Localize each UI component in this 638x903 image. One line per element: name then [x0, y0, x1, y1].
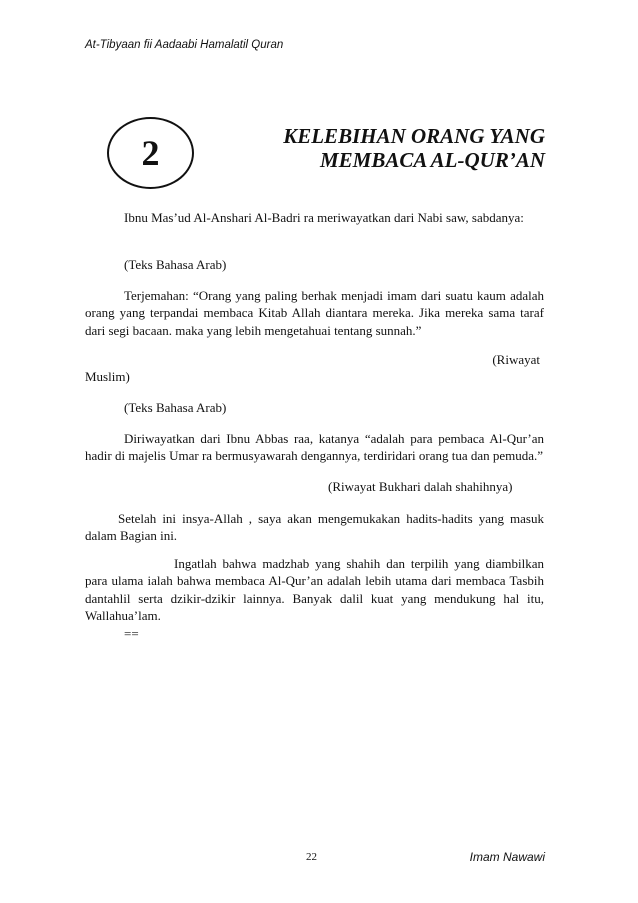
- chapter-title-line-2: MEMBACA AL-QUR’AN: [319, 148, 545, 172]
- paragraph-5: Ingatlah bahwa madzhab yang shahih dan terpilih yang diambilkan para ulama ialah bahwa membaca Al-Qur’an adalah lebih utama dari membaca Tasbih dantahlil serta dzikir-dzikir lainnya. Banyak dalil kuat yang mendukung hal itu, Wallahua’lam.: [85, 556, 544, 624]
- chapter-title: [215, 124, 545, 172]
- end-mark: ==: [124, 626, 139, 641]
- citation-riwayat: (Riwayat: [492, 352, 540, 367]
- running-header: At-Tibyaan fii Aadaabi Hamalatil Quran: [85, 39, 284, 51]
- arabic-text-placeholder-1: (Teks Bahasa Arab): [124, 257, 227, 272]
- citation-bukhari: (Riwayat Bukhari dalah shahihnya): [328, 479, 513, 494]
- chapter-title-line-1: KELEBIHAN ORANG YANG: [283, 124, 545, 148]
- paragraph-1: Ibnu Mas’ud Al-Anshari Al-Badri ra meriwayatkan dari Nabi saw, sabdanya:: [124, 210, 524, 225]
- page-number: 22: [306, 851, 317, 863]
- paragraph-2-translation: Terjemahan: “Orang yang paling berhak menjadi imam dari suatu kaum adalah orang yang terpandai membaca Kitab Allah diantara mereka. Jika mereka sama taraf dari segi bacaan. maka yang lebih mengetahuai tentang sunnah.”: [85, 288, 544, 338]
- paragraph-4: Setelah ini insya-Allah , saya akan mengemukakan hadits-hadits yang masuk dalam Bagian ini.: [85, 511, 544, 544]
- footer-author: Imam Nawawi: [469, 850, 545, 864]
- chapter-number-circle: [107, 117, 194, 189]
- citation-muslim: Muslim): [85, 369, 130, 384]
- chapter-number: 2: [141, 133, 160, 173]
- paragraph-3: Diriwayatkan dari Ibnu Abbas raa, katanya “adalah para pembaca Al-Qur’an hadir di majelis Umar ra bermusyawarah dengannya, terdiridari orang tua dan pemuda.”: [85, 431, 544, 464]
- arabic-text-placeholder-2: (Teks Bahasa Arab): [124, 400, 227, 415]
